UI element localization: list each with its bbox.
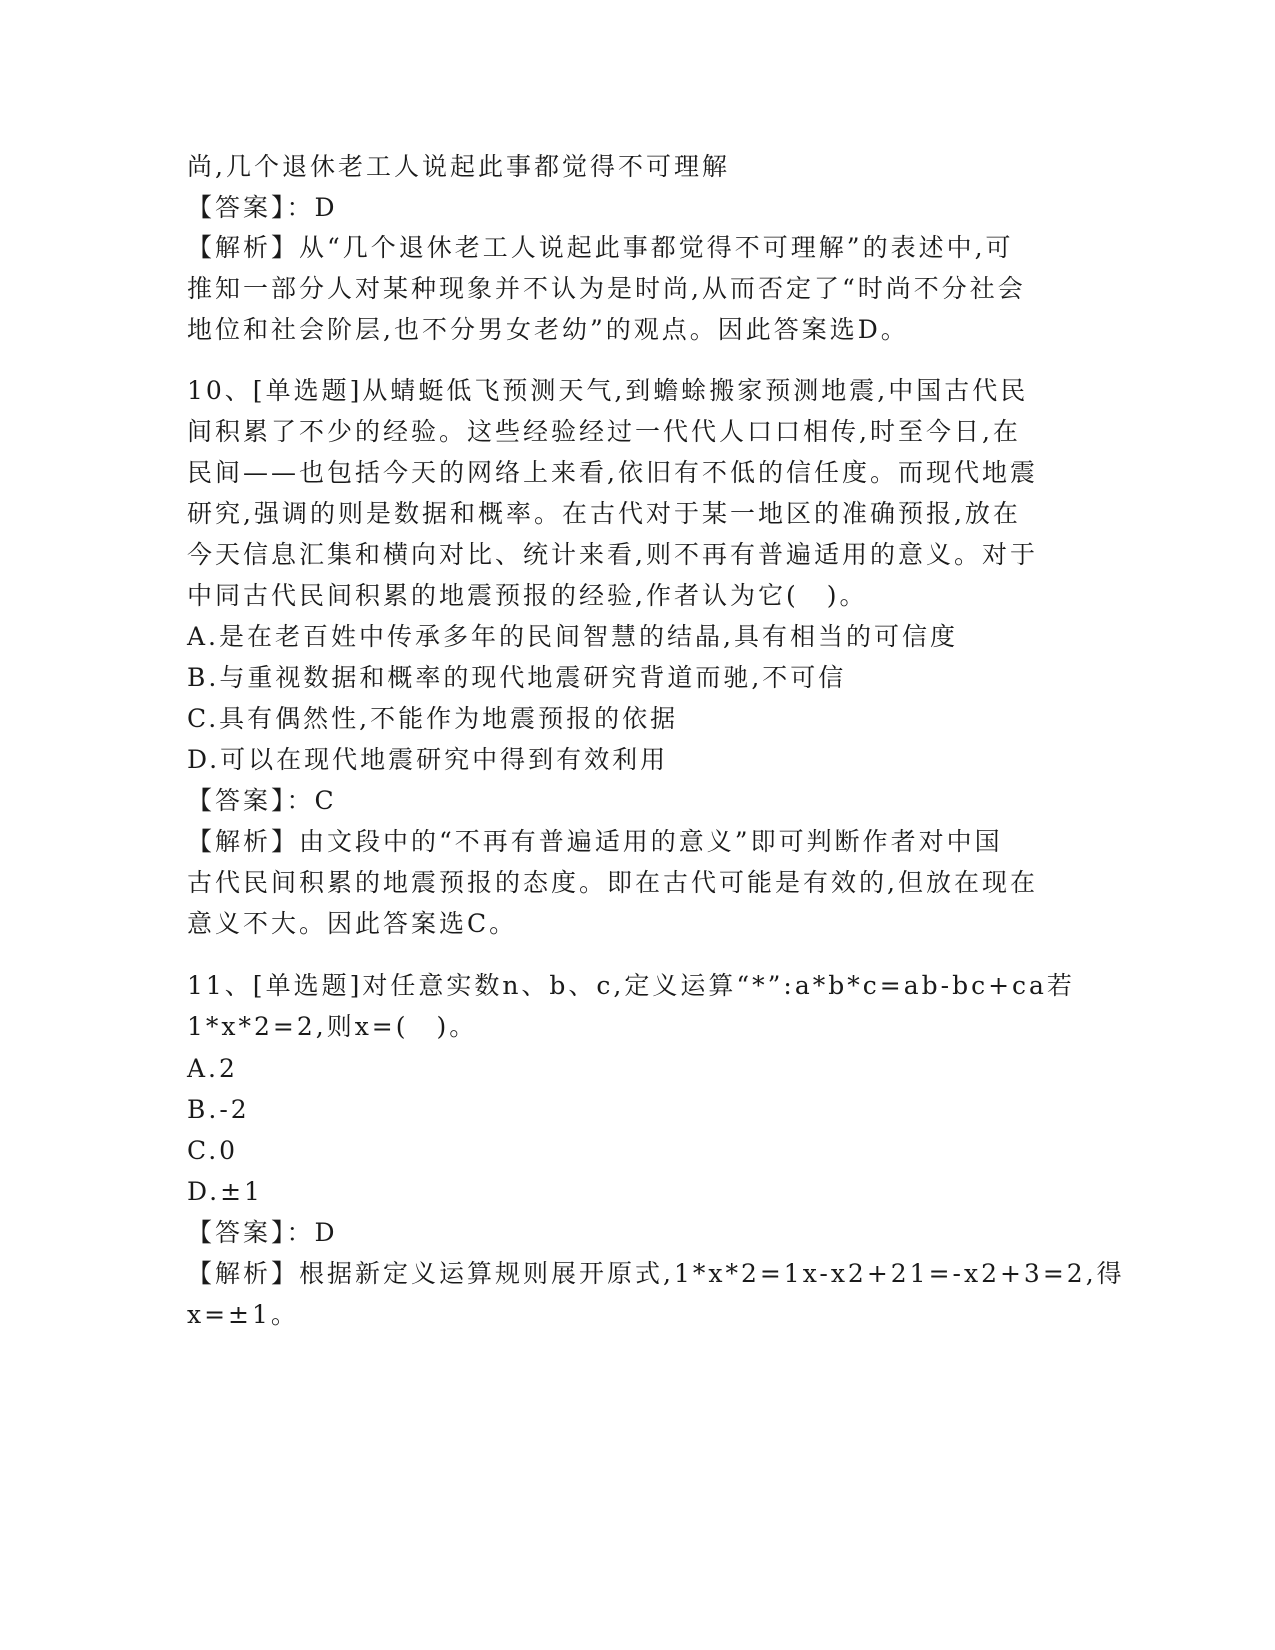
option-a: A.2 [187, 1054, 238, 1083]
text-line: 1*x*2=2,则x=( )。 [187, 1012, 478, 1041]
question-line: 10、[单选题]从蜻蜓低飞预测天气,到蟾蜍搬家预测地震,中国古代民 [187, 376, 1029, 405]
text-line: 中同古代民间积累的地震预报的经验,作者认为它( )。 [187, 581, 868, 610]
option-c: C.0 [187, 1136, 239, 1165]
text-line: 地位和社会阶层,也不分男女老幼”的观点。因此答案选D。 [187, 315, 909, 344]
text-line: 尚,几个退休老工人说起此事都觉得不可理解 [187, 152, 730, 181]
explanation-line: 【解析】由文段中的“不再有普遍适用的意义”即可判断作者对中国 [187, 827, 1003, 856]
text-line: 古代民间积累的地震预报的态度。即在古代可能是有效的,但放在现在 [187, 868, 1038, 897]
text-line: 民间——也包括今天的网络上来看,依旧有不低的信任度。而现代地震 [187, 458, 1038, 487]
option-d: D.±1 [187, 1177, 263, 1206]
text-line: 今天信息汇集和横向对比、统计来看,则不再有普遍适用的意义。对于 [187, 540, 1038, 569]
explanation-line: 【解析】根据新定义运算规则展开原式,1*x*2=1x-x2+21=-x2+3=2,得 [187, 1259, 1125, 1288]
option-b: B.与重视数据和概率的现代地震研究背道而驰,不可信 [187, 663, 847, 692]
text-line: 研究,强调的则是数据和概率。在古代对于某一地区的准确预报,放在 [187, 499, 1021, 528]
option-c: C.具有偶然性,不能作为地震预报的依据 [187, 704, 679, 733]
option-a: A.是在老百姓中传承多年的民间智慧的结晶,具有相当的可信度 [187, 622, 958, 651]
text-line: x=±1。 [187, 1300, 299, 1329]
text-line: 间积累了不少的经验。这些经验经过一代代人口口相传,时至今日,在 [187, 417, 1021, 446]
explanation-line: 【解析】从“几个退休老工人说起此事都觉得不可理解”的表述中,可 [187, 233, 1014, 262]
answer-line: 【答案】：D [187, 1218, 338, 1247]
answer-line: 【答案】：C [187, 786, 337, 815]
option-d: D.可以在现代地震研究中得到有效利用 [187, 745, 669, 774]
question-line: 11、[单选题]对任意实数n、b、c,定义运算“*”:a*b*c=ab-bc+ca若 [187, 971, 1075, 1000]
text-line: 意义不大。因此答案选C。 [187, 909, 518, 938]
text-line: 推知一部分人对某种现象并不认为是时尚,从而否定了“时尚不分社会 [187, 274, 1026, 303]
option-b: B.-2 [187, 1095, 250, 1124]
answer-line: 【答案】：D [187, 193, 338, 222]
